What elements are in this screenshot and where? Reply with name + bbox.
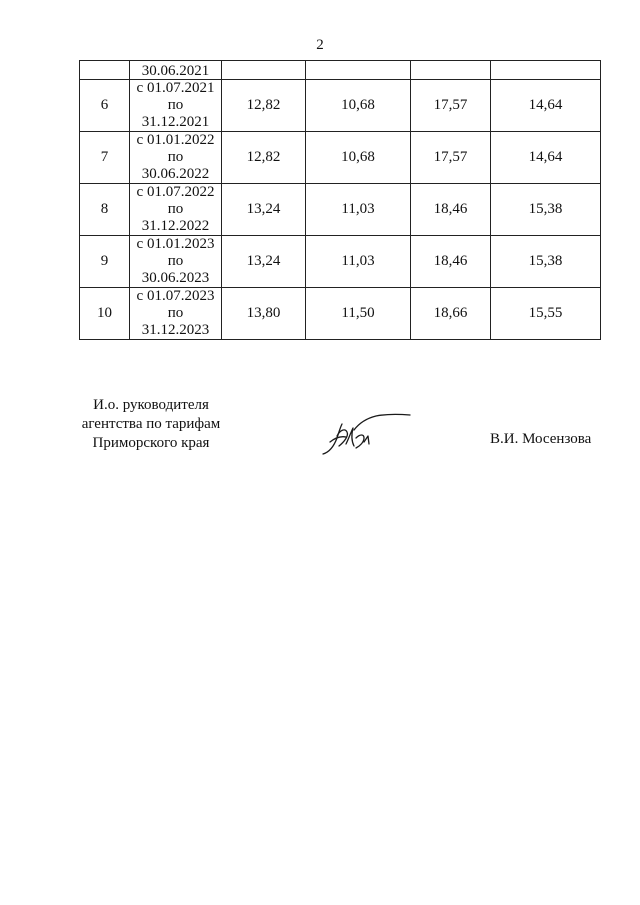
table-row xyxy=(80,132,601,184)
signatory-title-line: И.о. руководителя xyxy=(93,397,209,413)
cell-value: 12,82 xyxy=(222,132,306,184)
cell-period xyxy=(130,184,222,236)
signatory-title xyxy=(80,396,222,453)
period-end: 30.06.2023 xyxy=(141,270,210,286)
cell-num xyxy=(80,61,130,80)
cell-value: 11,03 xyxy=(306,236,411,288)
table-row xyxy=(80,80,601,132)
cell-value xyxy=(306,61,411,80)
cell-value: 14,64 xyxy=(491,132,601,184)
table-row-continuation xyxy=(80,61,601,80)
page-number: 2 xyxy=(316,37,324,53)
cell-period xyxy=(130,236,222,288)
cell-value: 18,46 xyxy=(411,236,491,288)
cell-value: 10,68 xyxy=(306,132,411,184)
period-end: 31.12.2022 xyxy=(141,218,210,234)
cell-value: 15,55 xyxy=(491,288,601,340)
cell-value: 12,82 xyxy=(222,80,306,132)
period-start: с 01.07.2023 xyxy=(136,288,215,304)
period-end: 31.12.2021 xyxy=(141,114,210,130)
signatory-title-line: Приморского края xyxy=(92,435,210,451)
period-to: по xyxy=(167,149,184,165)
cell-value: 14,64 xyxy=(491,80,601,132)
table-row xyxy=(80,184,601,236)
cell-num: 9 xyxy=(80,236,130,288)
period-start: с 01.07.2021 xyxy=(136,80,215,96)
period-end: 31.12.2023 xyxy=(141,322,210,338)
signatory-title-line: агентства по тарифам xyxy=(81,416,221,432)
cell-value: 11,03 xyxy=(306,184,411,236)
cell-period xyxy=(130,132,222,184)
cell-value: 18,46 xyxy=(411,184,491,236)
cell-num: 7 xyxy=(80,132,130,184)
cell-value: 15,38 xyxy=(491,236,601,288)
period-to: по xyxy=(167,97,184,113)
cell-period xyxy=(130,288,222,340)
tariff-table xyxy=(79,60,601,340)
cell-value: 17,57 xyxy=(411,132,491,184)
cell-value xyxy=(411,61,491,80)
cell-value: 10,68 xyxy=(306,80,411,132)
cell-num: 8 xyxy=(80,184,130,236)
handwritten-signature xyxy=(320,408,415,460)
cell-num: 6 xyxy=(80,80,130,132)
cell-value xyxy=(222,61,306,80)
cell-value: 15,38 xyxy=(491,184,601,236)
cell-value: 17,57 xyxy=(411,80,491,132)
period-start: с 01.01.2022 xyxy=(136,132,215,148)
period-to: по xyxy=(167,201,184,217)
period-to: по xyxy=(167,305,184,321)
table-row xyxy=(80,288,601,340)
signatory-name: В.И. Мосензова xyxy=(490,431,592,447)
cell-value: 13,24 xyxy=(222,184,306,236)
cell-num: 10 xyxy=(80,288,130,340)
period-start: с 01.07.2022 xyxy=(136,184,215,200)
cell-value: 11,50 xyxy=(306,288,411,340)
cell-period: 30.06.2021 xyxy=(130,61,222,80)
cell-value: 18,66 xyxy=(411,288,491,340)
cell-value xyxy=(491,61,601,80)
period-to: по xyxy=(167,253,184,269)
cell-period xyxy=(130,80,222,132)
table-row xyxy=(80,236,601,288)
cell-value: 13,80 xyxy=(222,288,306,340)
period-end: 30.06.2022 xyxy=(141,166,210,182)
cell-value: 13,24 xyxy=(222,236,306,288)
period-start: с 01.01.2023 xyxy=(136,236,215,252)
